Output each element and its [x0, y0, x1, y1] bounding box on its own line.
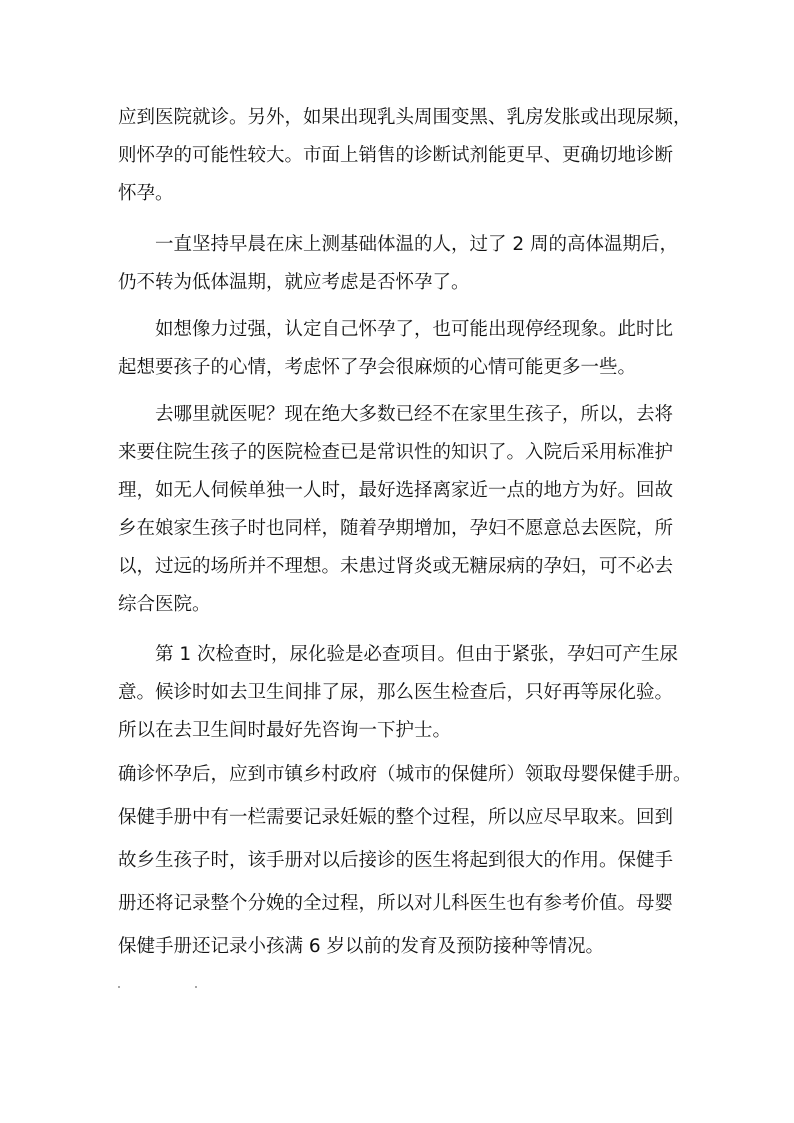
text-line-11: 乡在娘家生孩子时也同样，随着孕期增加，孕妇不愿意总去医院，所: [118, 518, 674, 539]
dot-left: [118, 986, 120, 988]
text-line-20: 册还将记录整个分娩的全过程，所以对儿科医生也有参考价值。母婴: [118, 893, 674, 914]
text-line-14: 第 1 次检查时，尿化验是必查项目。但由于紧张，孕妇可产生尿: [118, 644, 679, 665]
text-line-17: 确诊怀孕后，应到市镇乡村政府（城市的保健所）领取母婴保健手册。: [118, 764, 692, 785]
text-line-21: 保健手册还记录小孩满 6 岁以前的发育及预防接种等情况。: [118, 936, 605, 957]
text-line-3: 怀孕。: [118, 183, 174, 204]
text-line-2: 则怀孕的可能性较大。市面上销售的诊断试剂能更早、更确切地诊断: [118, 145, 674, 166]
text-line-6: 如想像力过强，认定自己怀孕了，也可能出现停经现象。此时比: [118, 319, 674, 340]
text-line-12: 以，过远的场所并不理想。未患过肾炎或无糖尿病的孕妇，可不必去: [118, 556, 674, 577]
text-line-16: 所以在去卫生间时最好先咨询一下护士。: [118, 720, 452, 741]
text-line-8: 去哪里就医呢？现在绝大多数已经不在家里生孩子，所以，去将: [118, 404, 674, 425]
text-line-1: 应到医院就诊。另外，如果出现乳头周围变黑、乳房发胀或出现尿频，: [118, 107, 692, 128]
text-line-5: 仍不转为低体温期，就应考虑是否怀孕了。: [118, 272, 470, 293]
text-line-15: 意。候诊时如去卫生间排了尿，那么医生检查后，只好再等尿化验。: [118, 682, 674, 703]
text-line-9: 来要住院生孩子的医院检查已是常识性的知识了。入院后采用标准护: [118, 442, 674, 463]
text-line-18: 保健手册中有一栏需要记录妊娠的整个过程，所以应尽早取来。回到: [118, 807, 674, 828]
footer-dots: [118, 986, 198, 990]
text-line-7: 起想要孩子的心情，考虑怀了孕会很麻烦的心情可能更多一些。: [118, 357, 637, 378]
text-line-4: 一直坚持早晨在床上测基础体温的人，过了 2 周的高体温期后，: [118, 234, 679, 255]
text-line-10: 理，如无人伺候单独一人时，最好选择离家近一点的地方为好。回故: [118, 480, 674, 501]
text-line-19: 故乡生孩子时，该手册对以后接诊的医生将起到很大的作用。保健手: [118, 850, 674, 871]
dot-right: [195, 986, 197, 988]
text-line-13: 综合医院。: [118, 594, 211, 615]
